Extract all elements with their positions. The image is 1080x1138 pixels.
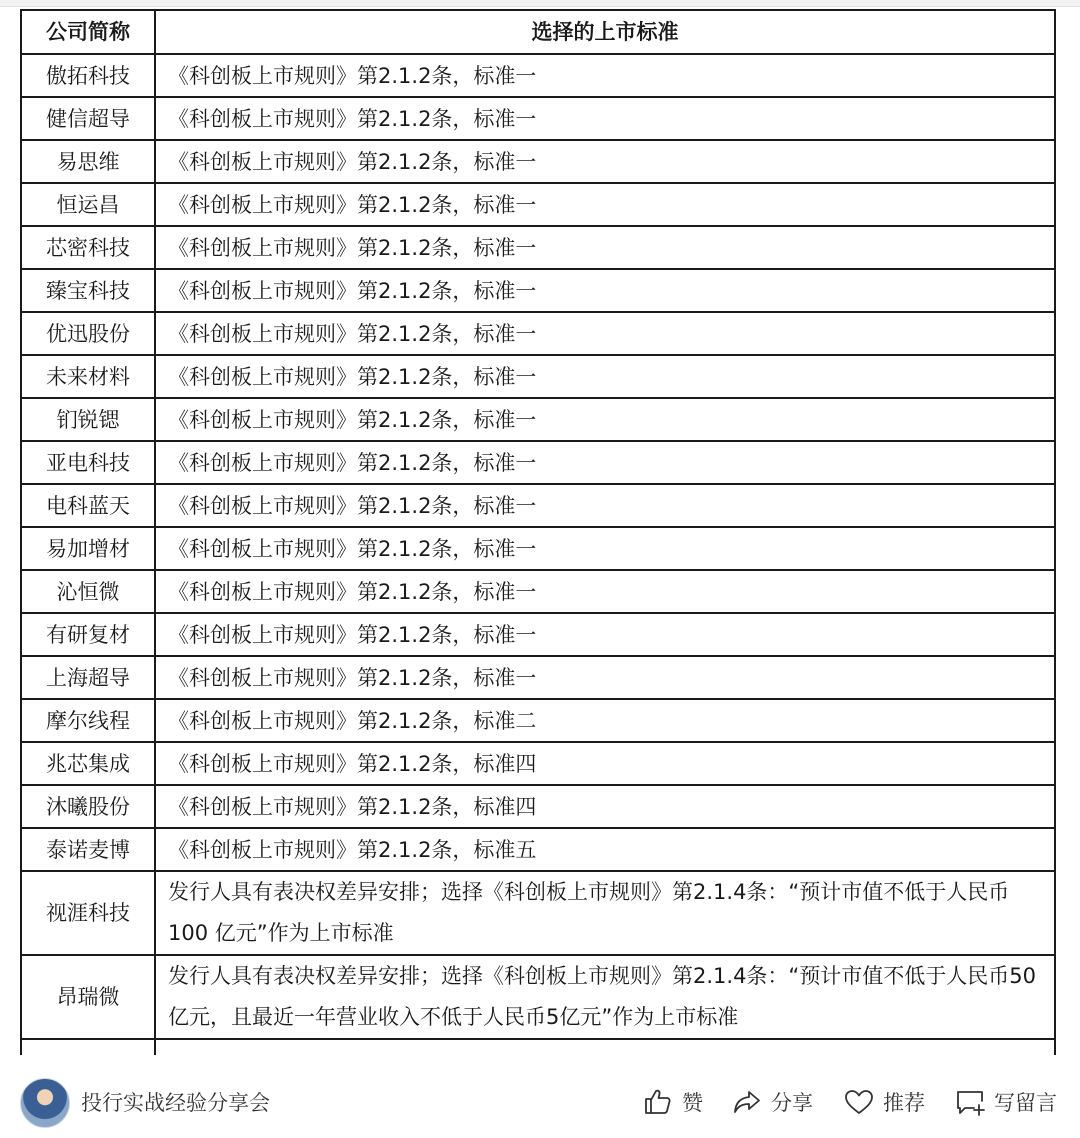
standard-cell: 《科创板上市规则》第2.1.2条，标准一 xyxy=(155,484,1055,527)
company-cell: 沁恒微 xyxy=(21,570,155,613)
standard-cell: 发行人具有表决权差异安排；选择《科创板上市规则》第2.1.4条：“预计市值不低于人民币100 亿元”作为上市标准 xyxy=(155,871,1055,955)
table-row xyxy=(21,269,1055,312)
table-row xyxy=(21,828,1055,871)
share-label: 分享 xyxy=(771,1091,813,1115)
listing-standards-table-container xyxy=(20,9,1058,1055)
table-row xyxy=(21,871,1055,955)
share-icon xyxy=(731,1086,763,1118)
table-row xyxy=(21,484,1055,527)
company-cell: 昂瑞微 xyxy=(21,955,155,1039)
comment-icon xyxy=(954,1086,986,1118)
comment-label: 写留言 xyxy=(994,1091,1057,1115)
table-row xyxy=(21,140,1055,183)
table-row xyxy=(21,955,1055,1039)
standard-cell: 《科创板上市规则》第2.1.2条，标准一 xyxy=(155,140,1055,183)
company-cell: 未来材料 xyxy=(21,355,155,398)
company-cell: 视涯科技 xyxy=(21,871,155,955)
author-avatar[interactable] xyxy=(20,1078,70,1128)
author-name[interactable]: 投行实战经验分享会 xyxy=(81,1091,270,1115)
standard-cell: 《科创板上市规则》第2.1.2条，标准一 xyxy=(155,312,1055,355)
table-row xyxy=(21,312,1055,355)
standard-cell: 《科创板上市规则》第2.1.2条，标准一 xyxy=(155,613,1055,656)
standard-cell: 《科创板上市规则》第2.1.2条，标准一 xyxy=(155,398,1055,441)
standard-cell: 《科创板上市规则》第2.1.2条，标准四 xyxy=(155,785,1055,828)
standard-cell: 《科创板上市规则》第2.1.2条，标准一 xyxy=(155,570,1055,613)
company-cell: 沐曦股份 xyxy=(21,785,155,828)
company-cell: 臻宝科技 xyxy=(21,269,155,312)
share-button[interactable] xyxy=(731,1084,813,1120)
standard-cell: 《科创板上市规则》第2.1.2条，标准五 xyxy=(155,828,1055,871)
company-cell: 泰诺麦博 xyxy=(21,828,155,871)
table-row xyxy=(21,699,1055,742)
company-cell: 傲拓科技 xyxy=(21,54,155,97)
company-cell: 摩尔线程 xyxy=(21,699,155,742)
company-cell: 兆芯集成 xyxy=(21,742,155,785)
thumbs-up-icon xyxy=(642,1086,674,1118)
standard-cell: 《科创板上市规则》第2.1.2条，标准一 xyxy=(155,355,1055,398)
recommend-label: 推荐 xyxy=(883,1091,925,1115)
company-cell: 易加增材 xyxy=(21,527,155,570)
empty-cell xyxy=(155,1039,1055,1055)
header-company: 公司简称 xyxy=(21,10,155,54)
table-row xyxy=(21,785,1055,828)
table-row xyxy=(21,441,1055,484)
standard-cell: 《科创板上市规则》第2.1.2条，标准一 xyxy=(155,527,1055,570)
company-cell: 上海超导 xyxy=(21,656,155,699)
table-header-row xyxy=(21,10,1055,54)
company-cell: 有研复材 xyxy=(21,613,155,656)
empty-cell xyxy=(21,1039,155,1055)
like-button[interactable] xyxy=(642,1084,703,1120)
table-row xyxy=(21,54,1055,97)
table-row xyxy=(21,97,1055,140)
standard-cell: 发行人具有表决权差异安排；选择《科创板上市规则》第2.1.4条：“预计市值不低于人民币50 亿元，且最近一年营业收入不低于人民币5亿元”作为上市标准 xyxy=(155,955,1055,1039)
header-standard: 选择的上市标准 xyxy=(155,10,1055,54)
company-cell: 优迅股份 xyxy=(21,312,155,355)
like-label: 赞 xyxy=(682,1091,703,1115)
company-cell: 芯密科技 xyxy=(21,226,155,269)
company-cell: 钔锐锶 xyxy=(21,398,155,441)
standard-cell: 《科创板上市规则》第2.1.2条，标准一 xyxy=(155,656,1055,699)
standard-cell: 《科创板上市规则》第2.1.2条，标准一 xyxy=(155,183,1055,226)
comment-button[interactable] xyxy=(954,1084,1057,1120)
company-cell: 电科蓝天 xyxy=(21,484,155,527)
standard-cell: 《科创板上市规则》第2.1.2条，标准一 xyxy=(155,441,1055,484)
company-cell: 健信超导 xyxy=(21,97,155,140)
table-row xyxy=(21,613,1055,656)
company-cell: 恒运昌 xyxy=(21,183,155,226)
table-row xyxy=(21,183,1055,226)
table-row xyxy=(21,226,1055,269)
heart-icon xyxy=(843,1086,875,1118)
standard-cell: 《科创板上市规则》第2.1.2条，标准二 xyxy=(155,699,1055,742)
standard-cell: 《科创板上市规则》第2.1.2条，标准一 xyxy=(155,226,1055,269)
company-cell: 亚电科技 xyxy=(21,441,155,484)
company-cell: 易思维 xyxy=(21,140,155,183)
top-divider xyxy=(0,0,1080,7)
table-row xyxy=(21,742,1055,785)
standard-cell: 《科创板上市规则》第2.1.2条，标准一 xyxy=(155,97,1055,140)
article-bottom-bar xyxy=(0,1066,1080,1138)
table-row xyxy=(21,570,1055,613)
standard-cell: 《科创板上市规则》第2.1.2条，标准一 xyxy=(155,269,1055,312)
table-row xyxy=(21,527,1055,570)
table-row xyxy=(21,656,1055,699)
table-row-partial xyxy=(21,1039,1055,1055)
table-row xyxy=(21,398,1055,441)
recommend-button[interactable] xyxy=(843,1084,925,1120)
table-row xyxy=(21,355,1055,398)
standard-cell: 《科创板上市规则》第2.1.2条，标准四 xyxy=(155,742,1055,785)
standard-cell: 《科创板上市规则》第2.1.2条，标准一 xyxy=(155,54,1055,97)
listing-standards-table xyxy=(20,9,1056,1055)
